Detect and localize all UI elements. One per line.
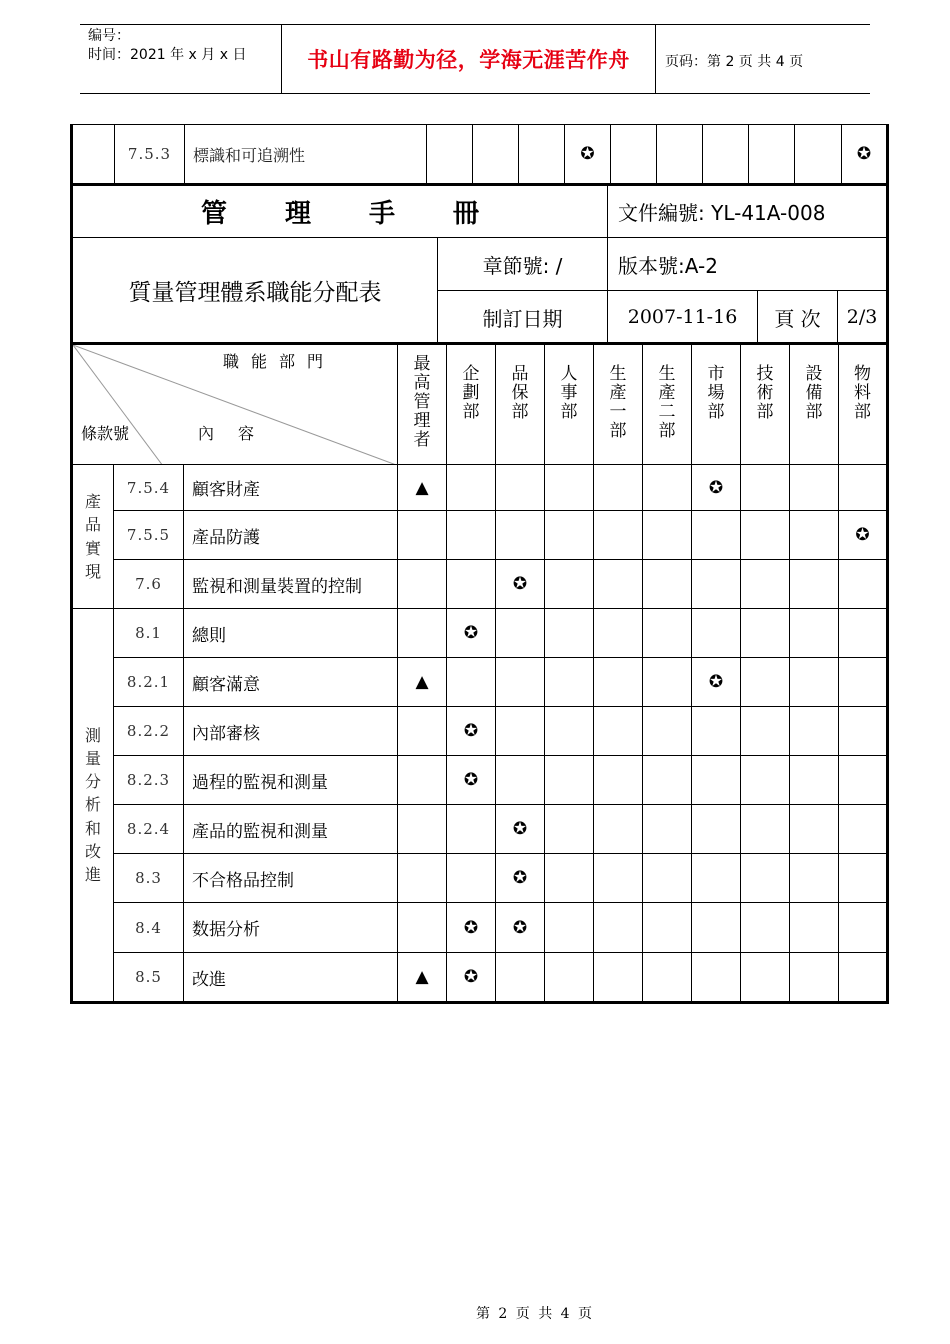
function-mark <box>839 609 888 658</box>
clause-label: 條款號 <box>81 424 130 443</box>
dept-name: 品保部 <box>511 364 529 423</box>
clause-content: 監視和測量裝置的控制 <box>184 560 398 609</box>
category-cell <box>72 125 115 184</box>
doc-number <box>608 185 888 238</box>
dept-name: 技術部 <box>756 364 774 423</box>
function-mark <box>741 511 790 560</box>
function-mark <box>643 805 692 854</box>
function-mark <box>839 658 888 707</box>
function-mark <box>790 953 839 1003</box>
function-mark <box>839 854 888 903</box>
clause-content: 標識和可追溯性 <box>185 125 427 184</box>
function-mark <box>749 125 795 184</box>
function-mark <box>741 707 790 756</box>
function-mark: ✪ <box>496 805 545 854</box>
function-mark <box>398 854 447 903</box>
function-mark <box>545 609 594 658</box>
function-mark: ✪ <box>692 465 741 511</box>
clause-content: 数据分析 <box>184 903 398 953</box>
function-mark <box>427 125 473 184</box>
function-mark <box>594 658 643 707</box>
clause-code: 8.1 <box>114 609 184 658</box>
function-mark <box>790 903 839 953</box>
dept-header <box>545 344 594 465</box>
table-row <box>72 560 888 609</box>
date-value: 2007-11-16 <box>608 291 758 344</box>
function-mark <box>594 953 643 1003</box>
function-mark <box>447 511 496 560</box>
function-mark: ✪ <box>839 511 888 560</box>
function-mark <box>594 609 643 658</box>
function-mark <box>545 953 594 1003</box>
function-mark: ▲ <box>398 658 447 707</box>
function-mark <box>692 707 741 756</box>
clause-code: 8.2.3 <box>114 756 184 805</box>
clause-code: 7.5.5 <box>114 511 184 560</box>
function-mark <box>545 511 594 560</box>
function-mark: ▲ <box>398 465 447 511</box>
dept-name: 物料部 <box>854 364 872 423</box>
page-header <box>80 24 870 94</box>
clause-code: 7.5.3 <box>115 125 185 184</box>
function-mark: ✪ <box>447 953 496 1003</box>
table-row <box>72 658 888 707</box>
table-title: 質量管理體系職能分配表 <box>128 280 382 306</box>
function-mark <box>692 609 741 658</box>
function-mark: ✪ <box>496 560 545 609</box>
page-footer: 第 2 页 共 4 页 <box>475 1306 595 1322</box>
function-mark <box>398 560 447 609</box>
function-mark <box>790 609 839 658</box>
clause-content: 內部審核 <box>184 707 398 756</box>
function-mark <box>692 511 741 560</box>
clause-content: 改進 <box>184 953 398 1003</box>
function-mark: ✪ <box>447 609 496 658</box>
function-mark <box>839 560 888 609</box>
function-mark <box>545 903 594 953</box>
function-mark: ✪ <box>496 854 545 903</box>
function-mark <box>741 854 790 903</box>
dept-name: 最高管理者 <box>413 354 431 451</box>
dept-header <box>447 344 496 465</box>
function-mark <box>790 658 839 707</box>
function-mark <box>643 854 692 903</box>
function-mark <box>692 953 741 1003</box>
function-mark <box>692 854 741 903</box>
function-mark <box>643 511 692 560</box>
function-mark <box>496 609 545 658</box>
function-mark <box>839 903 888 953</box>
function-mark: ▲ <box>398 953 447 1003</box>
function-mark <box>643 560 692 609</box>
dept-header <box>398 344 447 465</box>
function-mark <box>545 560 594 609</box>
table-row <box>72 953 888 1003</box>
function-mark <box>594 560 643 609</box>
function-mark: ✪ <box>842 125 888 184</box>
function-mark <box>496 756 545 805</box>
clause-content: 顧客財產 <box>184 465 398 511</box>
table-row <box>72 511 888 560</box>
function-mark <box>839 805 888 854</box>
number-label: 编号： <box>88 28 130 44</box>
function-mark <box>398 707 447 756</box>
function-mark: ✪ <box>496 903 545 953</box>
header-page-info: 页码：第 2 页 共 4 页 <box>665 54 804 70</box>
function-mark <box>398 511 447 560</box>
table-row <box>72 903 888 953</box>
function-mark <box>741 609 790 658</box>
function-mark: ✪ <box>692 658 741 707</box>
function-mark <box>657 125 703 184</box>
function-mark <box>839 756 888 805</box>
clause-content: 產品的監視和測量 <box>184 805 398 854</box>
dept-header <box>594 344 643 465</box>
table-row <box>72 125 888 184</box>
function-mark <box>643 903 692 953</box>
function-mark <box>496 465 545 511</box>
function-mark <box>594 854 643 903</box>
function-mark <box>839 953 888 1003</box>
dept-name: 設備部 <box>805 364 823 423</box>
time-label: 时间：2021 年 x 月 x 日 <box>88 47 247 63</box>
page-label: 頁 次 <box>758 291 838 344</box>
manual-title: 管理手冊 <box>201 199 538 229</box>
function-matrix <box>70 342 889 1004</box>
function-mark: ✪ <box>447 707 496 756</box>
dept-header <box>692 344 741 465</box>
chapter-no: 章節號: / <box>438 238 608 291</box>
version: 版本號:A-2 <box>608 238 888 291</box>
function-mark <box>545 805 594 854</box>
function-mark: ✪ <box>565 125 611 184</box>
page-value: 2/3 <box>838 291 888 344</box>
function-mark <box>643 465 692 511</box>
function-mark <box>447 854 496 903</box>
function-mark <box>473 125 519 184</box>
function-mark <box>741 658 790 707</box>
function-mark <box>594 465 643 511</box>
dept-header <box>741 344 790 465</box>
function-mark <box>703 125 749 184</box>
table-row <box>72 465 888 511</box>
function-mark <box>643 707 692 756</box>
function-mark <box>795 125 842 184</box>
dept-name: 企劃部 <box>462 364 480 423</box>
function-mark <box>790 805 839 854</box>
date-label: 制訂日期 <box>438 291 608 344</box>
function-mark <box>790 707 839 756</box>
function-mark <box>741 756 790 805</box>
function-mark <box>643 953 692 1003</box>
function-mark <box>741 465 790 511</box>
dept-header <box>643 344 692 465</box>
dept-header <box>790 344 839 465</box>
function-mark <box>692 903 741 953</box>
header-meta <box>88 27 246 65</box>
clause-code: 8.2.1 <box>114 658 184 707</box>
clause-code: 8.3 <box>114 854 184 903</box>
category-label: 測量分析和改進 <box>84 725 101 884</box>
function-mark <box>594 805 643 854</box>
dept-header <box>839 344 888 465</box>
function-mark <box>398 756 447 805</box>
function-mark <box>519 125 565 184</box>
function-mark <box>447 658 496 707</box>
function-mark <box>594 707 643 756</box>
dept-header <box>496 344 545 465</box>
dept-label: 職能部門 <box>223 352 336 371</box>
table-row <box>72 756 888 805</box>
function-mark <box>545 658 594 707</box>
function-mark <box>692 560 741 609</box>
clause-code: 7.5.4 <box>114 465 184 511</box>
header-motto: 书山有路勤为径，学海无涯苦作舟 <box>307 48 630 72</box>
doc-number-text: 文件編號: YL-41A-008 <box>618 201 826 225</box>
function-mark <box>545 465 594 511</box>
diagonal-header <box>72 344 398 465</box>
function-mark <box>594 511 643 560</box>
clause-code: 8.2.4 <box>114 805 184 854</box>
function-mark <box>594 903 643 953</box>
function-mark <box>839 465 888 511</box>
function-mark <box>398 903 447 953</box>
function-mark <box>790 854 839 903</box>
function-mark <box>496 511 545 560</box>
function-mark <box>741 805 790 854</box>
table-row <box>72 609 888 658</box>
function-mark <box>643 658 692 707</box>
function-mark <box>643 756 692 805</box>
function-mark <box>447 560 496 609</box>
function-mark <box>692 805 741 854</box>
table-title-cell <box>72 238 438 344</box>
table-row <box>72 854 888 903</box>
function-mark <box>790 465 839 511</box>
function-mark <box>741 560 790 609</box>
clause-code: 7.6 <box>114 560 184 609</box>
function-mark <box>398 805 447 854</box>
table-row <box>72 238 888 291</box>
category-label: 產品實現 <box>84 492 101 581</box>
table-row <box>72 707 888 756</box>
manual-title-cell <box>72 185 608 238</box>
table-row <box>72 185 888 238</box>
function-mark: ✪ <box>447 756 496 805</box>
dept-name: 生產二部 <box>658 364 676 442</box>
function-mark <box>496 707 545 756</box>
function-mark <box>496 953 545 1003</box>
matrix-header-row <box>72 344 888 465</box>
function-mark <box>545 707 594 756</box>
continuation-table <box>70 124 889 184</box>
clause-content: 顧客滿意 <box>184 658 398 707</box>
dept-name: 生產一部 <box>609 364 627 442</box>
function-mark <box>447 465 496 511</box>
function-mark <box>545 854 594 903</box>
function-mark <box>692 756 741 805</box>
table-row <box>72 805 888 854</box>
function-mark <box>790 756 839 805</box>
header-divider <box>655 25 656 93</box>
dept-name: 市場部 <box>707 364 725 423</box>
function-mark <box>447 805 496 854</box>
function-mark <box>790 511 839 560</box>
clause-content: 總則 <box>184 609 398 658</box>
function-mark <box>741 953 790 1003</box>
function-mark <box>643 609 692 658</box>
function-mark: ✪ <box>447 903 496 953</box>
clause-content: 不合格品控制 <box>184 854 398 903</box>
clause-code: 8.5 <box>114 953 184 1003</box>
clause-code: 8.2.2 <box>114 707 184 756</box>
function-mark <box>611 125 657 184</box>
function-mark <box>496 658 545 707</box>
function-mark <box>594 756 643 805</box>
clause-content: 過程的監視和測量 <box>184 756 398 805</box>
clause-content: 產品防護 <box>184 511 398 560</box>
function-mark <box>545 756 594 805</box>
doc-header-table <box>70 183 889 344</box>
dept-name: 人事部 <box>560 364 578 423</box>
function-mark <box>741 903 790 953</box>
function-mark <box>839 707 888 756</box>
content-label: 內容 <box>198 424 279 443</box>
function-mark <box>790 560 839 609</box>
function-mark <box>398 609 447 658</box>
category-cell <box>72 465 114 609</box>
clause-code: 8.4 <box>114 903 184 953</box>
category-cell <box>72 609 114 1003</box>
